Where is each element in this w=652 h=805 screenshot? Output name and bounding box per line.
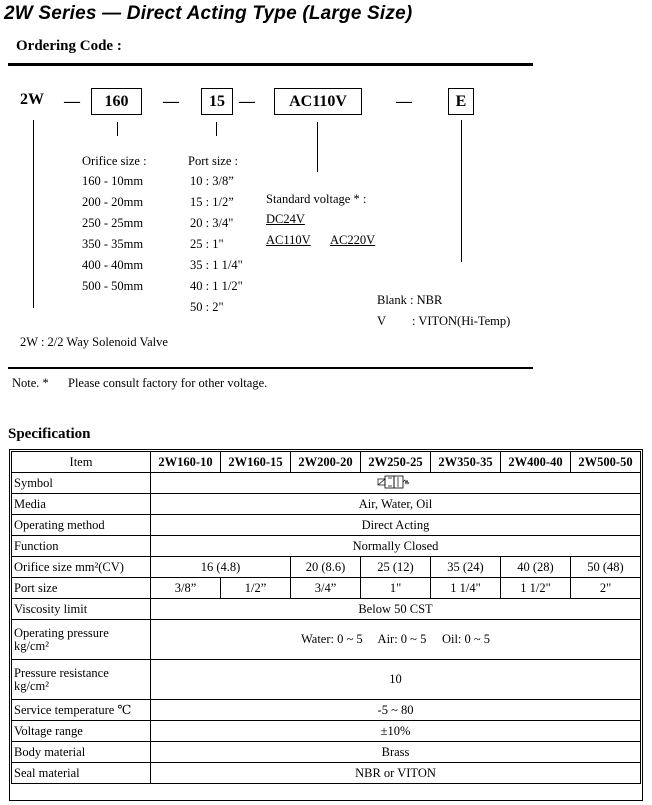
row-label: Service temperature ℃	[12, 700, 151, 721]
table-row	[12, 515, 641, 536]
orifice-item: 200 - 20mm	[82, 195, 144, 209]
specification-heading: Specification	[8, 426, 91, 442]
row-label-line: Pressure resistance	[14, 665, 109, 680]
orifice-value: 16 (4.8)	[151, 557, 291, 578]
orifice-value: 35 (24)	[431, 557, 501, 578]
row-value: Air, Water, Oil	[151, 494, 641, 515]
top-divider	[8, 63, 533, 66]
port-item: 10 : 3/8”	[190, 174, 234, 188]
port-value: 1"	[361, 578, 431, 599]
port-value: 3/8”	[151, 578, 221, 599]
port-connector-line	[216, 122, 217, 136]
row-label	[12, 660, 151, 700]
header-cell: 2W200-20	[291, 452, 361, 473]
header-cell: 2W500-50	[571, 452, 641, 473]
orifice-value: 50 (48)	[571, 557, 641, 578]
row-value: Below 50 CST	[151, 599, 641, 620]
orifice-value: 40 (28)	[501, 557, 571, 578]
table-row	[12, 494, 641, 515]
table-header-row	[12, 452, 641, 473]
port-value: 2"	[571, 578, 641, 599]
row-label: Body material	[12, 742, 151, 763]
table-row	[12, 473, 641, 494]
row-value: 10	[151, 660, 641, 700]
port-item: 50 : 2"	[190, 300, 224, 314]
row-value: ±10%	[151, 721, 641, 742]
header-cell: Item	[12, 452, 151, 473]
prefix-connector-line	[33, 120, 34, 308]
row-label-line: Operating pressure	[14, 625, 109, 640]
orifice-item: 350 - 35mm	[82, 237, 144, 251]
seal-connector-line	[461, 120, 462, 262]
orifice-code-box: 160	[91, 88, 142, 115]
row-value: NBR or VITON	[151, 763, 641, 784]
row-label: Viscosity limit	[12, 599, 151, 620]
row-label	[12, 620, 151, 660]
page-title: 2W Series — Direct Acting Type (Large Size)	[4, 3, 413, 24]
row-label: Port size	[12, 578, 151, 599]
port-value: 1 1/2"	[501, 578, 571, 599]
row-label: Orifice size mm²(CV)	[12, 557, 151, 578]
table-row	[12, 599, 641, 620]
row-label: Voltage range	[12, 721, 151, 742]
dash-2: —	[163, 93, 179, 110]
dash-4: —	[396, 93, 412, 110]
bottom-divider	[8, 367, 533, 369]
row-label: Seal material	[12, 763, 151, 784]
table-row	[12, 557, 641, 578]
row-label: Operating method	[12, 515, 151, 536]
row-label: Media	[12, 494, 151, 515]
note-label: Note. *	[12, 376, 49, 390]
ordering-code-heading: Ordering Code :	[16, 38, 122, 54]
type-note: 2W : 2/2 Way Solenoid Valve	[20, 335, 168, 349]
voltage-ac110: AC110V	[266, 233, 311, 247]
row-label-unit: kg/cm²	[14, 678, 49, 693]
port-code-box: 15	[201, 88, 233, 115]
port-value: 3/4”	[291, 578, 361, 599]
orifice-item: 250 - 25mm	[82, 216, 144, 230]
row-value: Brass	[151, 742, 641, 763]
row-value: -5 ~ 80	[151, 700, 641, 721]
orifice-value: 25 (12)	[361, 557, 431, 578]
row-value: Normally Closed	[151, 536, 641, 557]
header-cell: 2W250-25	[361, 452, 431, 473]
orifice-heading: Orifice size :	[82, 154, 147, 168]
seal-v-option: : VITON(Hi-Temp)	[412, 314, 511, 328]
port-value: 1/2”	[221, 578, 291, 599]
code-prefix: 2W	[20, 91, 44, 108]
port-value: 1 1/4"	[431, 578, 501, 599]
header-cell: 2W400-40	[501, 452, 571, 473]
seal-code-box: E	[448, 88, 474, 115]
header-cell: 2W160-15	[221, 452, 291, 473]
orifice-item: 400 - 40mm	[82, 258, 144, 272]
table-row	[12, 742, 641, 763]
table-row	[12, 578, 641, 599]
seal-v-key: V	[377, 314, 387, 328]
port-item: 25 : 1"	[190, 237, 224, 251]
orifice-value: 20 (8.6)	[291, 557, 361, 578]
header-cell: 2W350-35	[431, 452, 501, 473]
orifice-item: 160 - 10mm	[82, 174, 144, 188]
port-item: 40 : 1 1/2"	[190, 279, 243, 293]
voltage-code-box: AC110V	[274, 88, 362, 115]
voltage-heading: Standard voltage * :	[266, 192, 367, 206]
symbol-cell	[151, 473, 641, 494]
table-row	[12, 763, 641, 784]
dash-3: —	[239, 93, 255, 110]
port-heading: Port size :	[188, 154, 238, 168]
orifice-item: 500 - 50mm	[82, 279, 144, 293]
seal-blank-option: Blank : NBR	[377, 293, 443, 307]
table-row	[12, 700, 641, 721]
row-label-unit: kg/cm²	[14, 638, 49, 653]
voltage-ac220: AC220V	[330, 233, 376, 247]
table-row	[12, 660, 641, 700]
port-item: 35 : 1 1/4"	[190, 258, 243, 272]
voltage-connector-line	[317, 122, 318, 172]
header-cell: 2W160-10	[151, 452, 221, 473]
row-label: Symbol	[12, 473, 151, 494]
port-item: 20 : 3/4"	[190, 216, 234, 230]
orifice-connector-line	[117, 122, 118, 136]
table-row	[12, 620, 641, 660]
voltage-dc: DC24V	[266, 212, 305, 226]
valve-symbol-icon	[375, 474, 417, 490]
note-text: Please consult factory for other voltage.	[68, 376, 268, 390]
table-row	[12, 721, 641, 742]
table-row	[12, 536, 641, 557]
row-label: Function	[12, 536, 151, 557]
dash-1: —	[64, 93, 80, 110]
row-value: Water: 0 ~ 5 Air: 0 ~ 5 Oil: 0 ~ 5	[151, 620, 641, 660]
port-item: 15 : 1/2”	[190, 195, 234, 209]
row-value: Direct Acting	[151, 515, 641, 536]
specification-table	[11, 451, 641, 784]
